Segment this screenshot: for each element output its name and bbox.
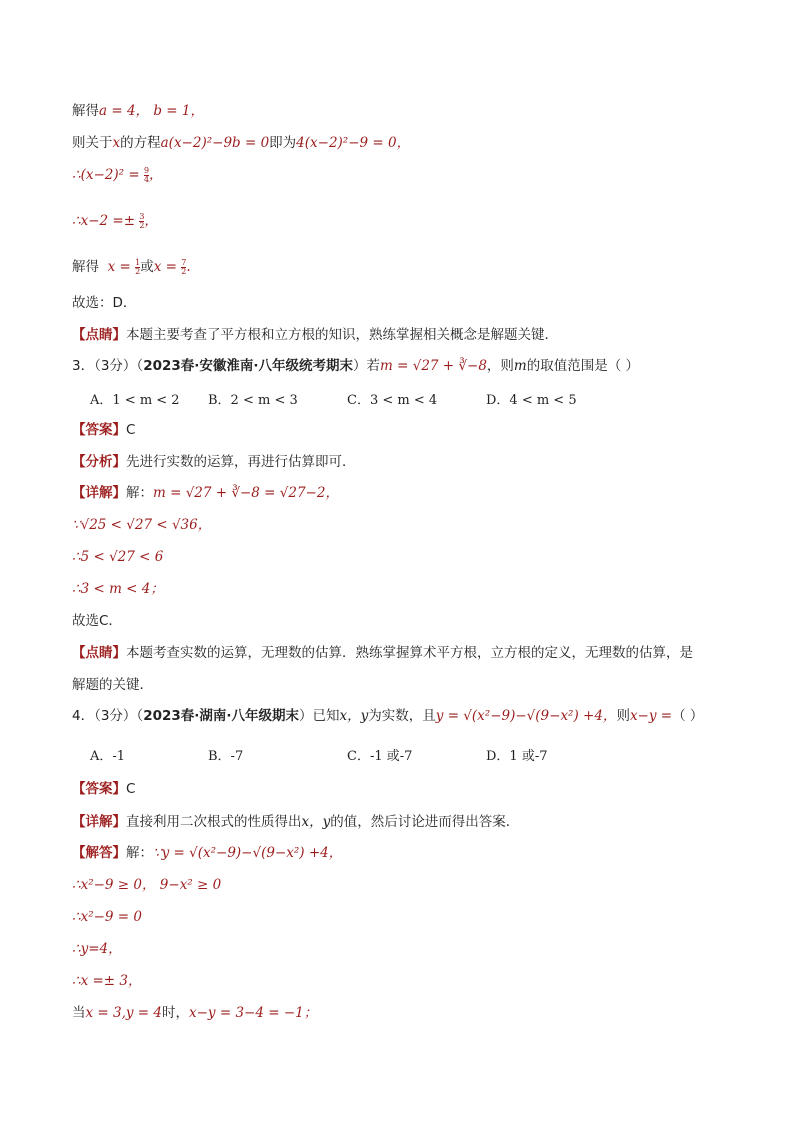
q4-option-b: B．-7	[208, 749, 244, 764]
q3-option-a: A．1 < m < 2	[90, 393, 180, 408]
question-3: 3．（3分）（2023春·安徽淮南·八年级统考期末）若m = √27 + ∛−8，则m的取值范围是（ ）	[72, 358, 640, 374]
q3-remark: 【点睛】本题考查实数的运算，无理数的估算．熟练掌握算术平方根，立方根的定义，无理数的估算，是	[72, 645, 693, 661]
line-equation: 则关于x的方程a(x−2)²−9b = 0即为4(x−2)²−9 = 0，	[72, 135, 411, 151]
line-square: ∴(x−2)² = $\frac{9}{4}$ ，	[72, 166, 163, 184]
q4-option-a: A．-1	[90, 749, 126, 764]
fraction-1-2: $\frac{1}{2}$	[135, 258, 141, 276]
q4-step-4: ∴x =± 3，	[72, 973, 142, 989]
q3-step-1: ∵√25 < √27 < √36，	[72, 517, 212, 533]
q3-option-b: B．2 < m < 3	[208, 393, 298, 408]
q3-option-d: D．4 < m < 5	[486, 393, 577, 408]
math-ab: a = 4， b = 1，	[99, 103, 204, 119]
q4-option-c: C．-1 或-7	[347, 749, 413, 764]
line-root: ∴x−2 =± $\frac{3}{2}$ ，	[72, 212, 158, 230]
q4-detail: 【详解】直接利用二次根式的性质得出x，y的值，然后讨论进而得出答案．	[72, 814, 520, 830]
q4-step-5: 当x = 3,y = 4时，x−y = 3−4 = −1；	[72, 1005, 318, 1021]
q3-step-3: ∴3 < m < 4；	[72, 581, 164, 597]
q3-step-2: ∴5 < √27 < 6	[72, 549, 164, 565]
line-choose-d: 故选：D．	[72, 295, 137, 311]
q3-expression: m = √27 + ∛−8	[380, 358, 487, 374]
line-solve-ab: 解得a = 4， b = 1，	[72, 103, 204, 119]
q3-remark-cont: 解题的关键．	[72, 677, 153, 693]
q3-step-4: 故选C．	[72, 613, 122, 629]
q3-answer: 【答案】C	[72, 422, 136, 438]
q4-option-d: D．1 或-7	[486, 749, 548, 764]
q4-step-1: ∴x²−9 ≥ 0， 9−x² ≥ 0	[72, 877, 222, 893]
q3-option-c: C．3 < m < 4	[347, 393, 438, 408]
question-4: 4．（3分）（2023春·湖南·八年级期末）已知x，y为实数，且y = √(x²−9)−√(9−x²) +4，则x−y =（ ）	[72, 708, 704, 724]
fraction-7-2: $\frac{7}{2}$	[181, 258, 187, 276]
line-remark-1: 【点睛】本题主要考查了平方根和立方根的知识，熟练掌握相关概念是解题关键．	[72, 327, 558, 343]
fraction-3-2: $\frac{3}{2}$	[139, 212, 145, 230]
q3-detail: 【详解】解：m = √27 + ∛−8 = √27−2，	[72, 485, 339, 501]
remark-tag: 【点睛】	[72, 327, 126, 343]
q3-source: 2023春·安徽淮南·八年级统考期末	[143, 358, 354, 374]
q4-step-2: ∴x²−9 = 0	[72, 909, 142, 925]
q3-analysis: 【分析】先进行实数的运算，再进行估算即可．	[72, 454, 356, 470]
fraction-9-4: $\frac{9}{4}$	[143, 166, 150, 184]
q4-solution: 【解答】解：∵y = √(x²−9)−√(9−x²) +4，	[72, 845, 343, 861]
q4-source: 2023春·湖南·八年级期末	[143, 708, 300, 724]
line-solution-x: 解得 x = $\frac{1}{2}$ 或x = $\frac{7}{2}$ .	[72, 258, 191, 276]
q4-expression: y = √(x²−9)−√(9−x²) +4，	[435, 708, 617, 724]
q4-step-3: ∴y=4，	[72, 941, 122, 957]
q4-answer: 【答案】C	[72, 781, 136, 797]
